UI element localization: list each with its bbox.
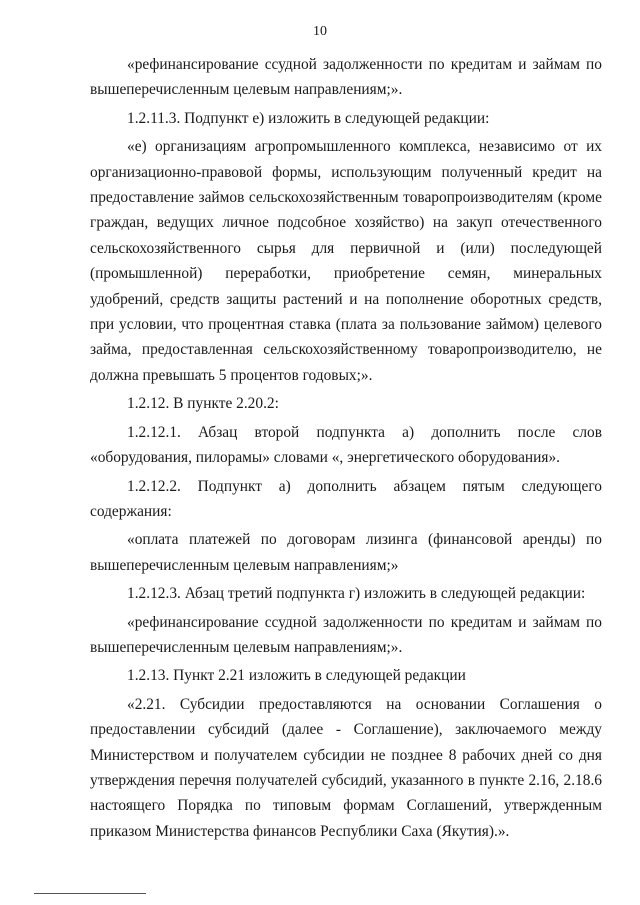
paragraph-subpoint-e: «е) организациям агропромышленного комплекса, независимо от их организационно-правовой формы, использующим полученный кредит на предоставление займов сельскохозяйственным товаропроизводителям (кроме граждан, ведущих личное подсобное хозяйство) на закуп отечественного сельскохозяйственного сырья для первичной и (или) последующей (промышленной) переработки, приобретение семян, минеральных удобрений, средств защиты растений и на пополнение оборотных средств, при условии, что процентная ставка (плата за пользование займом) целевого займа, предоставленная сельскохозяйственному товаропроизводителю, не должна превышать 5 процентов годовых;». <box>90 138 602 384</box>
paragraph-refinancing-2: «рефинансирование ссудной задолженности по кредитам и займам по вышеперечисленным целевым направлениям;». <box>90 613 602 656</box>
footer-divider <box>34 893 146 894</box>
paragraph-1-2-12-3: 1.2.12.3. Абзац третий подпункта г) изложить в следующей редакции: <box>127 585 586 603</box>
paragraph-refinancing-1: «рефинансирование ссудной задолженности по кредитам и займам по вышеперечисленным целевым направлениям;». <box>90 56 602 99</box>
paragraph-1-2-13: 1.2.13. Пункт 2.21 изложить в следующей редакции <box>127 667 466 685</box>
paragraph-2-21: «2.21. Субсидии предоставляются на основании Соглашения о предоставлении субсидий (далее - Соглашение), заключаемого между Министерством и получателем субсидии не позднее 8 рабочих дней со дня утверждения перечня получателей субсидий, указанного в пункте 2.16, 2.18.6 настоящего Порядка по типовым формам Соглашений, утвержденным приказом Министерства финансов Республики Саха (Якутия).». <box>90 695 602 840</box>
paragraph-1-2-12-2: 1.2.12.2. Подпункт а) дополнить абзацем пятым следующего содержания: <box>90 477 602 520</box>
paragraph-1-2-12: 1.2.12. В пункте 2.20.2: <box>127 395 279 413</box>
document-body <box>90 52 602 844</box>
paragraph-1-2-12-1: 1.2.12.1. Абзац второй подпункта а) дополнить после слов «оборудования, пилорамы» словами «, энергетического оборудования». <box>90 423 602 467</box>
paragraph-1-2-11-3: 1.2.11.3. Подпункт е) изложить в следующей редакции: <box>127 109 490 127</box>
page-number: 10 <box>313 24 327 39</box>
paragraph-leasing-payment: «оплата платежей по договорам лизинга (финансовой аренды) по вышеперечисленным целевым направлениям;» <box>90 531 602 574</box>
